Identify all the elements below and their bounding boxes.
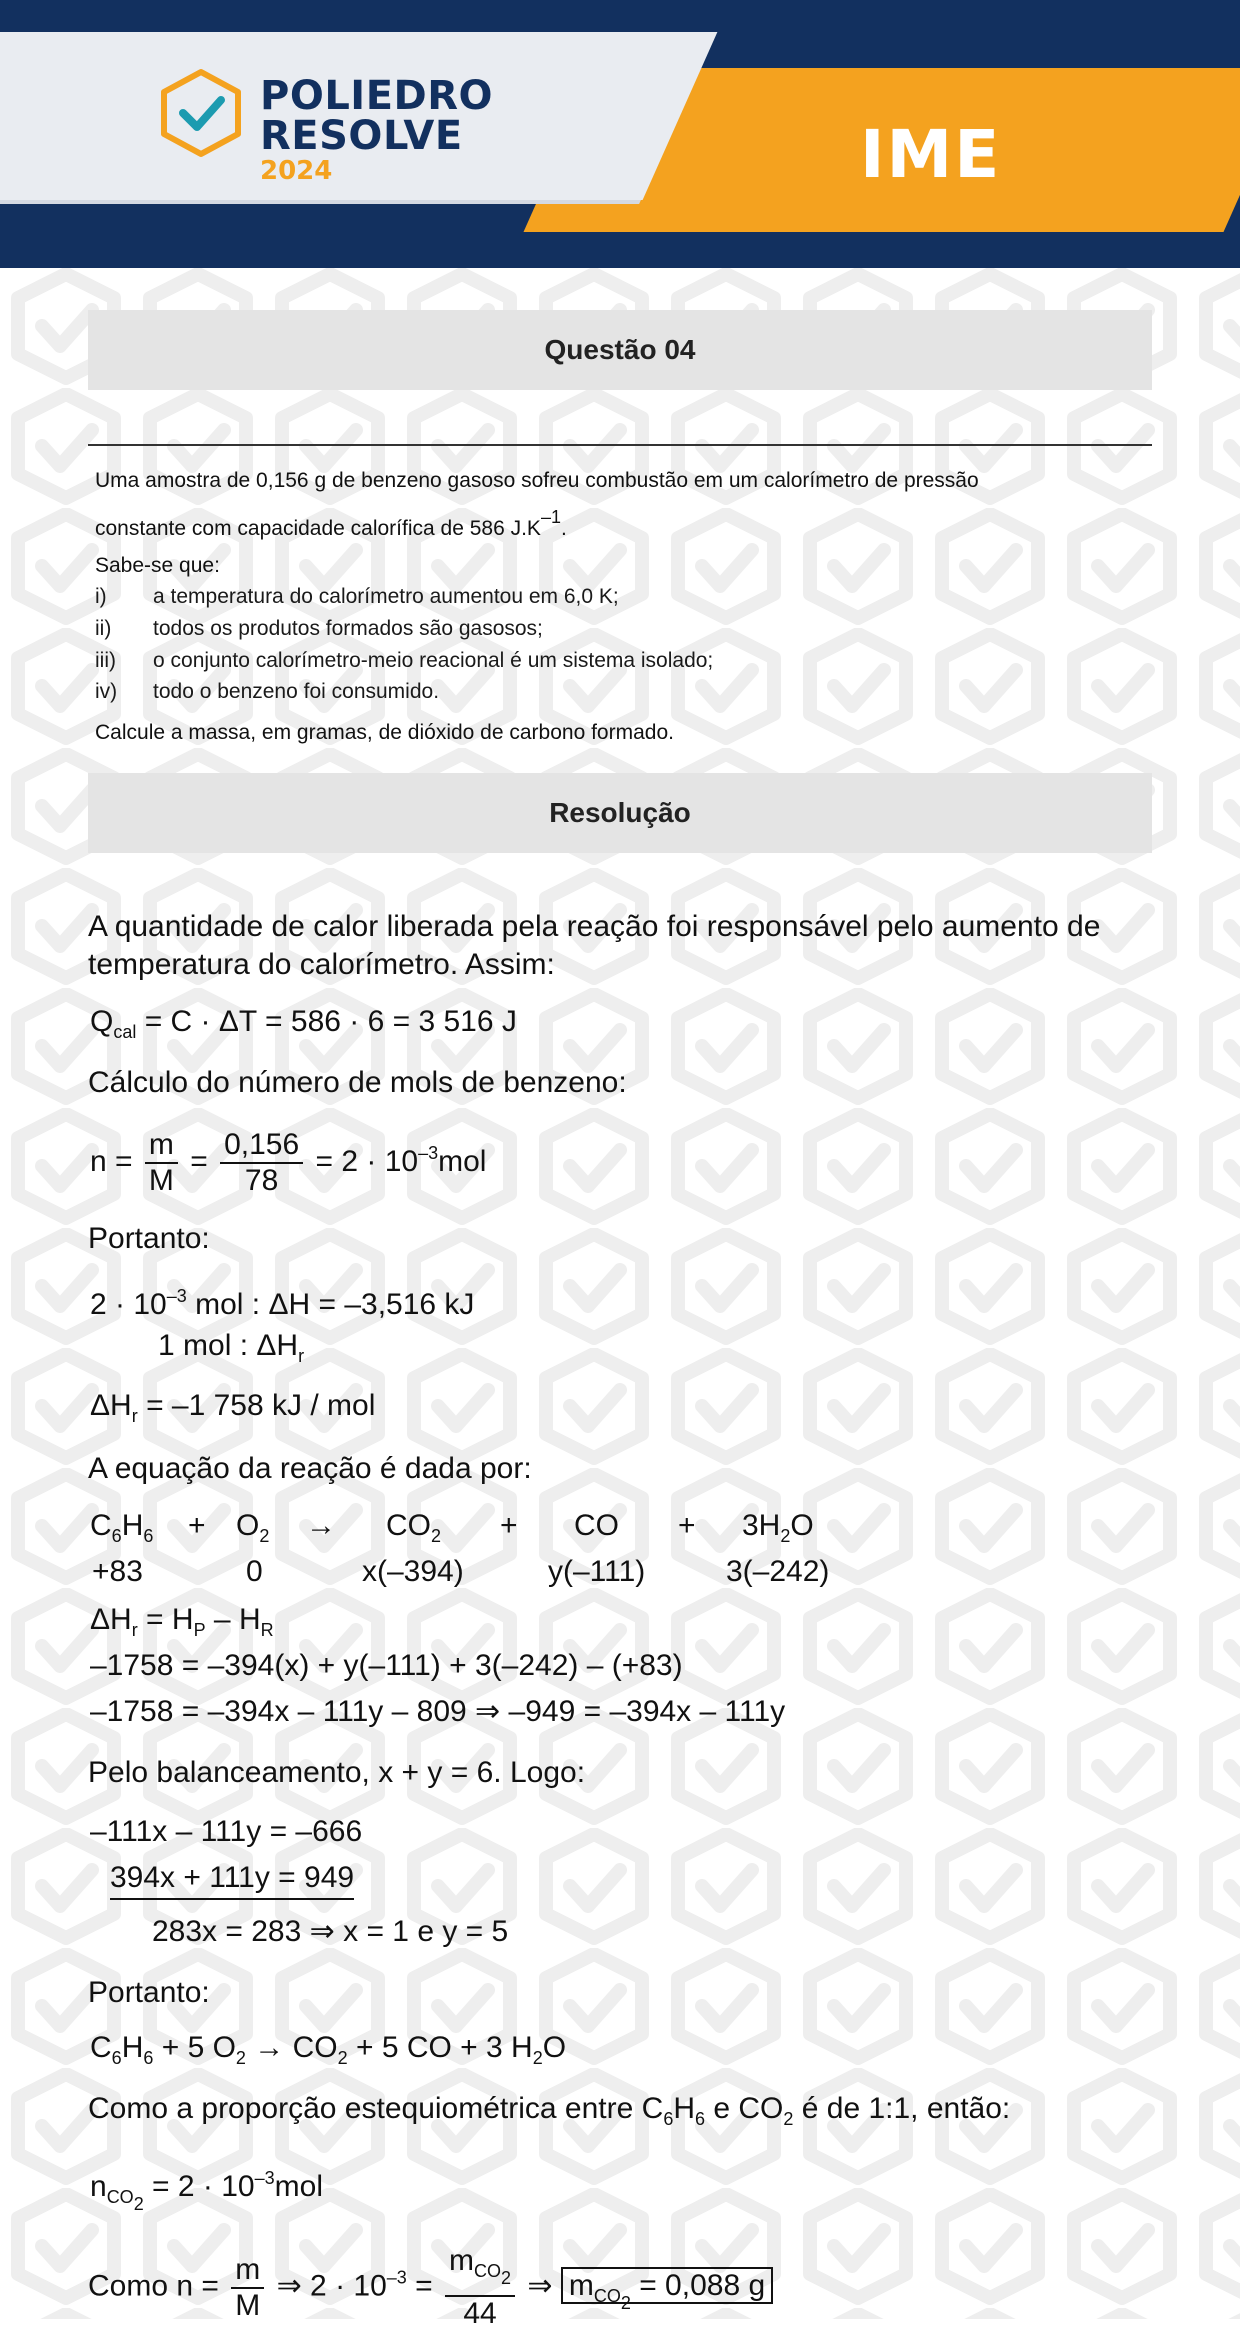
p7-text-c: é de 1:1, então:: [801, 2092, 1011, 2125]
eq-moles-unit: mol: [438, 1144, 487, 1178]
p5-text-b: . Logo:: [493, 1756, 586, 1789]
fraction-m-over-M: $\frac{m}{M}$: [145, 1128, 178, 1198]
fraction-mco2-over-44: $\frac{m_{CO_2}}{44}$: [445, 2244, 515, 2331]
list-item: [95, 677, 439, 707]
question-ask: Calcule a massa, em gramas, de dióxido de carbono formado.: [95, 721, 674, 744]
brand-line2: RESOLVE: [260, 113, 463, 159]
p5-text-a: Pelo balanceamento,: [88, 1756, 370, 1789]
frac-num: 0,156: [220, 1128, 303, 1164]
intro-line2-end: .: [560, 517, 567, 540]
brand-year: 2024: [260, 156, 333, 186]
fraction-moles: [220, 1128, 303, 1198]
reaction-arrow: →: [306, 1509, 336, 1542]
frac-den: 78: [244, 1164, 279, 1197]
enthalpy-o2: 0: [246, 1555, 263, 1588]
reaction-plus: +: [188, 1509, 206, 1542]
dh-result-text: = –1 758 kJ / mol: [146, 1389, 376, 1422]
resolution-p5: [88, 1754, 585, 1792]
proportion-line1: $2 \cdot 10^{-3}$ mol : ΔH = –3,516 kJ: [90, 1286, 475, 1321]
equation-moles: n = $\frac{m}{M}$ = $\frac{0,156}{78}$ = $2 \cdot 10^{-3}mol$: [90, 1128, 487, 1197]
final-answer-box: $m_{CO_2} = 0,088$ g: [561, 2267, 773, 2304]
enthalpy-h2o: 3(–242): [726, 1555, 830, 1588]
question-intro-line2: [95, 500, 1145, 546]
n-co2-val: = 2 · 10: [152, 2170, 255, 2203]
item-text: todos os produtos formados são gasosos;: [153, 617, 543, 640]
proportion-line2: 1 mol : $\Delta H_r$: [158, 1329, 305, 1366]
final-answer: = 0,088 g: [639, 2269, 766, 2303]
eq-moles-exp: –3: [418, 1142, 439, 1163]
resolution-p4: A equação da reação é dada por:: [88, 1452, 532, 1485]
item-num: ii): [95, 617, 112, 640]
resolution-p1-line1: A quantidade de calor liberada pela reação foi responsável pelo aumento de: [88, 910, 1101, 943]
eq-moles-result: = 2 · 10: [315, 1144, 419, 1178]
resolution-p2: Cálculo do número de mols de benzeno:: [88, 1066, 627, 1099]
reaction-h2o: $3H_2O$: [742, 1509, 814, 1546]
hess-line1: $\Delta H_r = H_P - H_R$: [90, 1603, 274, 1640]
reaction-plus: +: [678, 1509, 696, 1542]
enthalpy-co2: x(–394): [362, 1555, 464, 1588]
list-item: [95, 614, 543, 644]
system-line2: 394x + 111y = 949: [110, 1860, 354, 1900]
resolution-p6: Portanto:: [88, 1976, 210, 2009]
system-line3: 283x = 283 ⇒ x = 1 e y = 5: [152, 1915, 509, 1948]
question-intro-line1: Uma amostra de 0,156 g de benzeno gasoso sofreu combustão em um calorímetro de pressão: [95, 469, 979, 492]
equation-heat: $Q_{cal} = C \cdot \Delta T = 586 \cdot 6 = 3$ 516 J: [90, 1005, 517, 1042]
eq-heat-body: = C · ΔT = 586 · 6 = 3 516 J: [144, 1005, 517, 1038]
hess-line3: –1758 = –394x – 111y – 809 ⇒ –949 = –394x – 111y: [90, 1695, 786, 1728]
item-num: i): [95, 585, 107, 608]
p7-text-a: Como a proporção estequiométrica entre: [88, 2092, 634, 2125]
question-title: Questão 04: [88, 310, 1152, 390]
hess-line2: –1758 = –394(x) + y(–111) + 3(–242) – (+83): [90, 1649, 683, 1682]
item-text: o conjunto calorímetro-meio reacional é um sistema isolado;: [153, 649, 714, 672]
system-line1: –111x – 111y = –666: [90, 1815, 363, 1848]
resolution-p7: Como a proporção estequiométrica entre $C_6H_6$ e $CO_2$ é de 1:1, então:: [88, 2092, 1011, 2129]
final-equation: Como n = $\frac{m}{M}$ ⇒ $2 \cdot 10^{-3}$ = $\frac{m_{CO_2}}{44}$ ⇒ $m_{CO_2} = 0,088$ g: [88, 2244, 773, 2331]
p7-text-b: e: [713, 2092, 731, 2125]
fraction-m-over-M: $\frac{m}{M}$: [231, 2253, 264, 2323]
resolution-p1-line2: temperatura do calorímetro. Assim:: [88, 948, 555, 981]
list-item: [95, 646, 713, 676]
reaction-plus: +: [500, 1509, 518, 1542]
item-text: a temperatura do calorímetro aumentou em 6,0 K;: [153, 585, 619, 608]
reaction-co: CO: [574, 1509, 619, 1542]
enthalpy-benzene: +83: [92, 1555, 143, 1588]
brand-line1: POLIEDRO: [260, 73, 494, 119]
reaction-co2: $CO_2$: [386, 1509, 442, 1546]
known-label: Sabe-se que:: [95, 554, 220, 577]
p5-equation: x + y = 6: [378, 1756, 494, 1789]
prop2-text: 1 mol : ΔH: [158, 1329, 299, 1362]
resolution-p3: Portanto:: [88, 1222, 210, 1255]
divider: [88, 444, 1152, 446]
list-item: [95, 582, 619, 612]
reaction-o2: $O_2$: [236, 1509, 270, 1546]
intro-line2-text: constante com capacidade calorífica de 586 J.K: [95, 517, 541, 540]
equation-n-co2: $n_{CO_2} = 2 \cdot 10^{-3}mol$: [90, 2168, 323, 2214]
balanced-equation: $C_6H_6 + 5$ $O_2 \to CO_2 + 5$ CO + 3 $H_2O$: [90, 2031, 567, 2068]
item-text: todo o benzeno foi consumido.: [153, 680, 440, 703]
intro-line2-exp: –1: [540, 507, 561, 527]
resolution-title: Resolução: [88, 773, 1152, 853]
item-num: iii): [95, 649, 116, 672]
p8-text: Como: [88, 2269, 169, 2303]
exam-name: IME: [860, 116, 1002, 193]
item-num: iv): [95, 680, 118, 703]
reaction-row: $C_6H_6$: [90, 1509, 154, 1546]
enthalpy-result: $\Delta H_r = -1$ 758 kJ / mol: [90, 1389, 376, 1426]
enthalpy-co: y(–111): [548, 1555, 646, 1588]
prop1-text: mol : ΔH = –3,516 kJ: [195, 1288, 475, 1321]
